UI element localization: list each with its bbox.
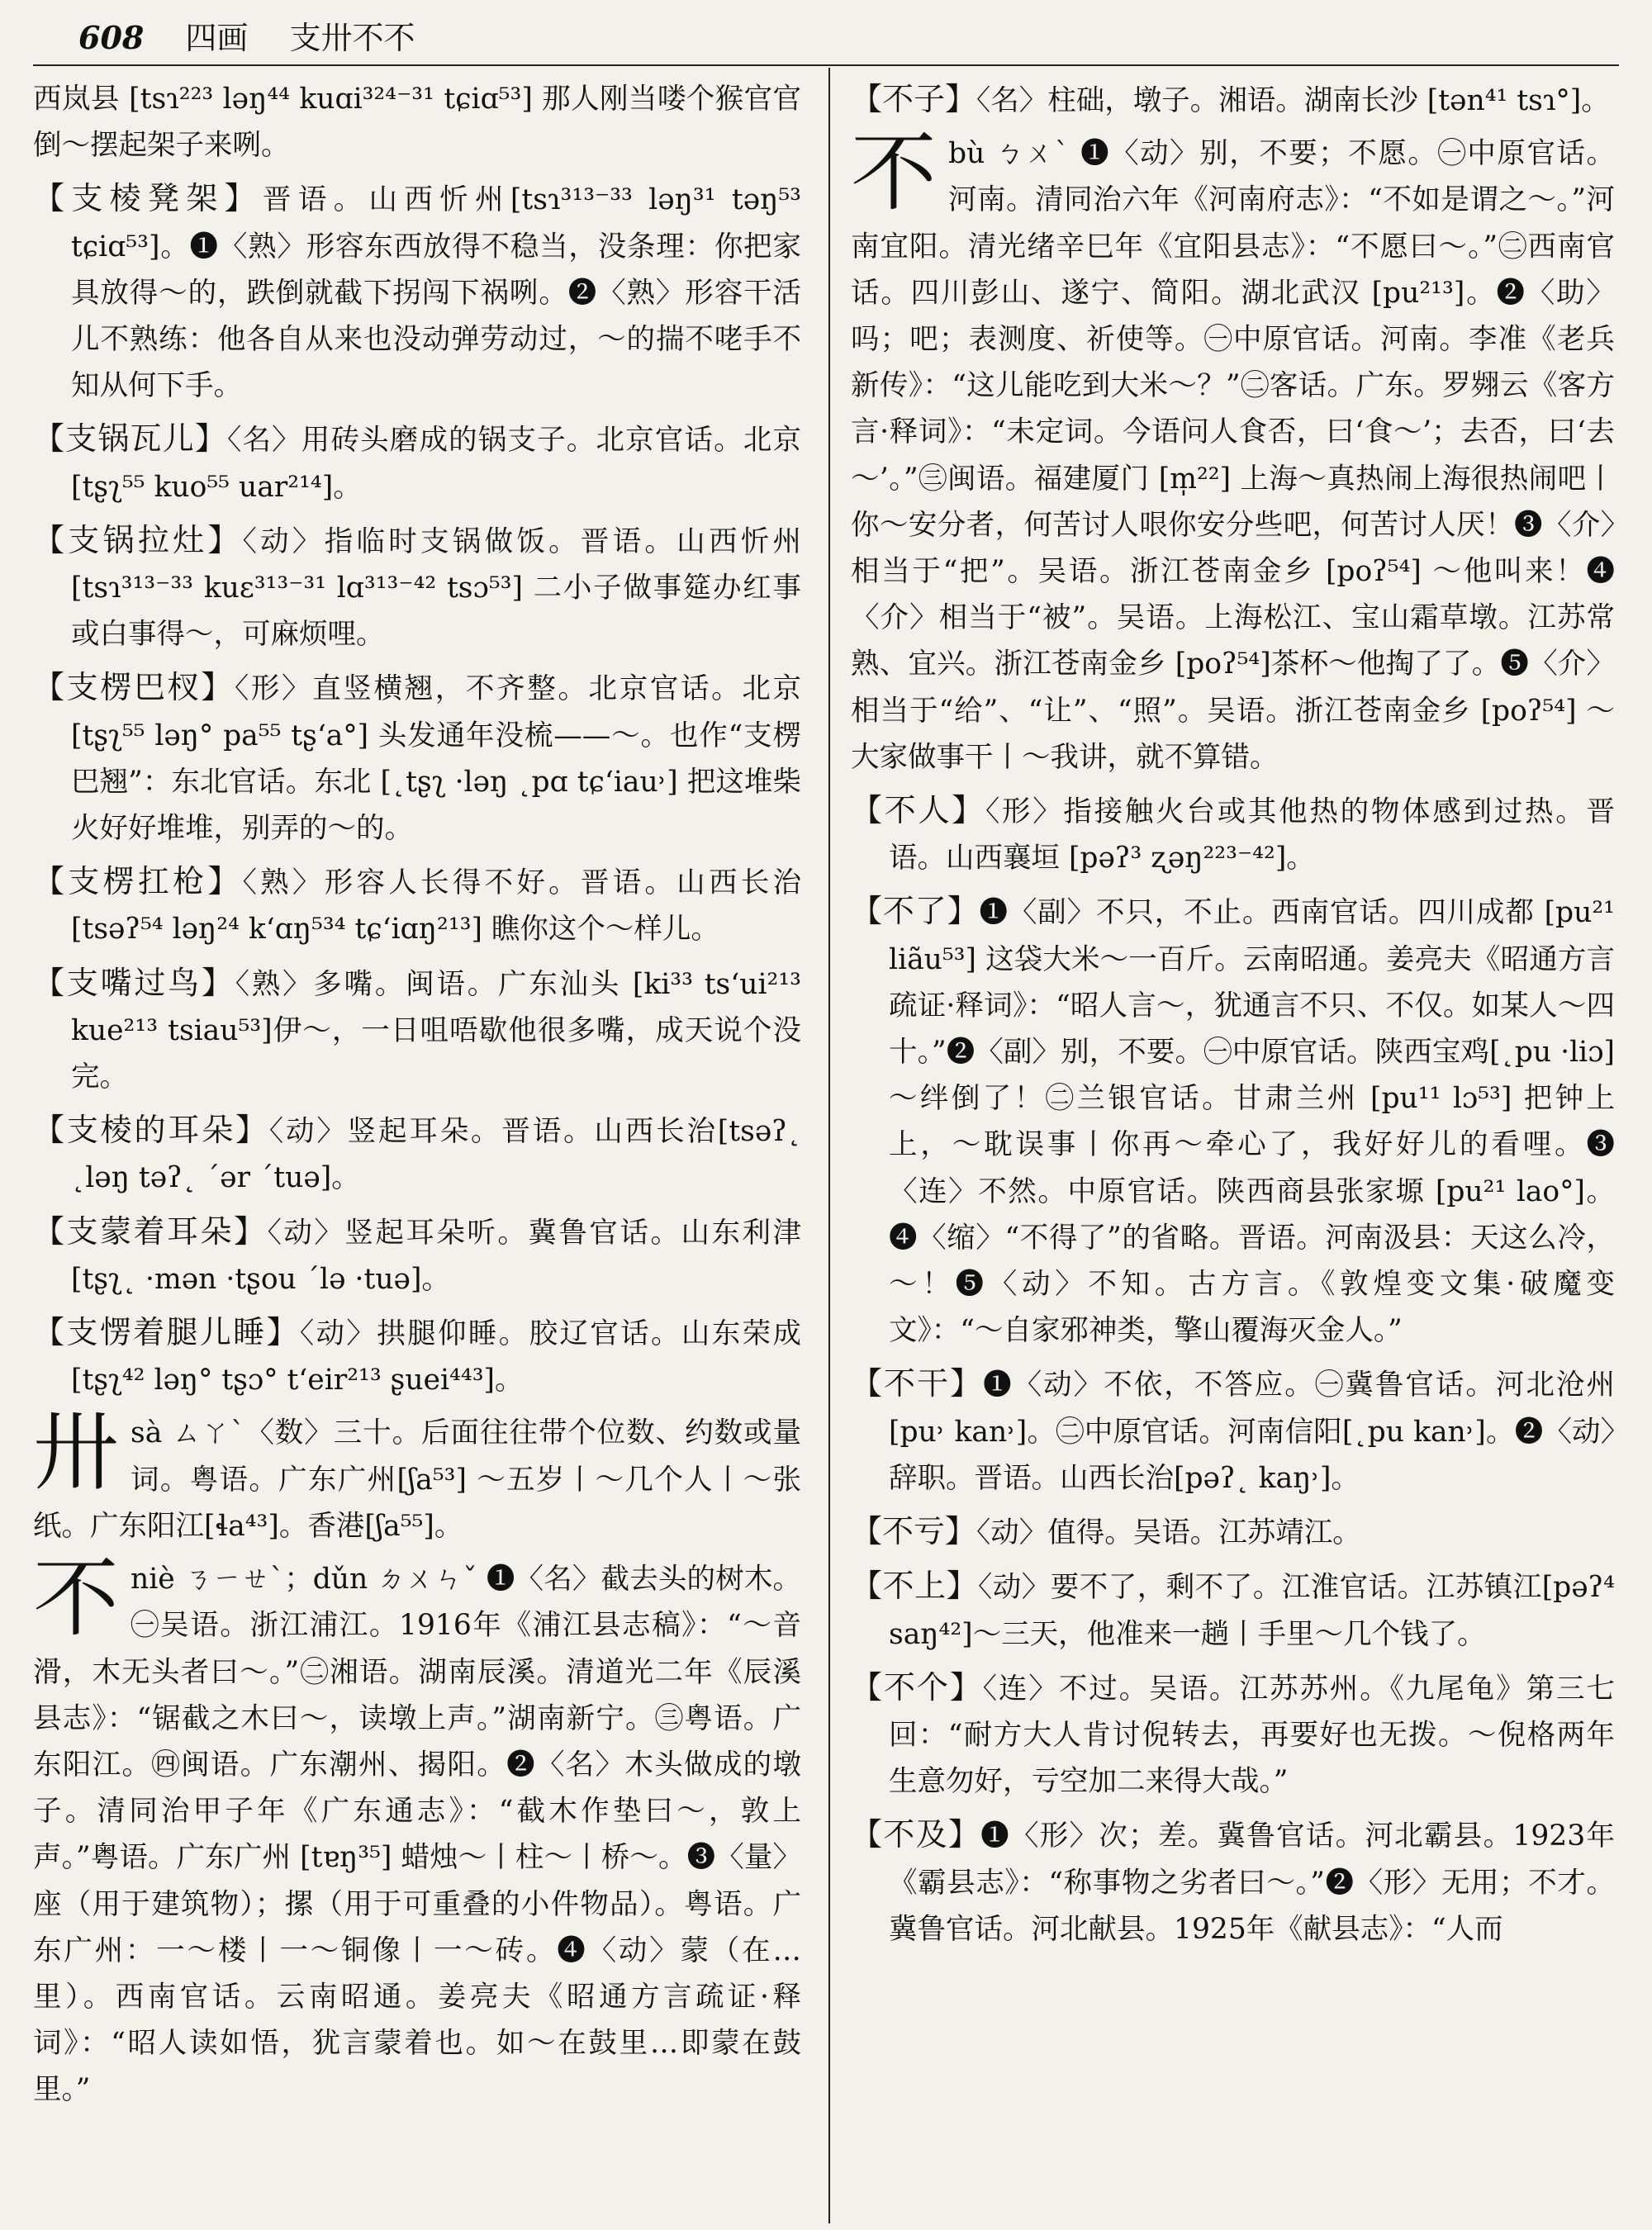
entry-text: bù ㄅㄨˋ ❶〈动〉别，不要；不愿。㊀中原官话。河南。清同治六年《河南府志》：“不如是谓之～。”河南宜阳。清光绪辛巳年《宜阳县志》：“不愿曰～。”㊁西南官话。四川彭山、遂宁、简阳。湖北武汉 [pu²¹³]。❷〈助〉吗；吧；表测度、祈使等。㊀中原官话。河南。李准《老兵新传》：“这儿能吃到大米～？”㊁客话。广东。罗翙云《客方言·释词》：“未定词。今语问人食否，曰‘食～’；去否，曰‘去～’。”㊂闽语。福建厦门 [m̩²²] 上海～真热闹上海很热闹吧丨你～安分者，何苦讨人哏你安分些吧，何苦讨人厌！❸〈介〉相当于“把”。吴语。浙江苍南金乡 [poʔ⁵⁴] ～他叫来！❹〈介〉相当于“被”。吴语。上海松江、宝山霜草墩。江苏常熟、宜兴。浙江苍南金乡 [poʔ⁵⁴]茶杯～他掏了了。❺〈介〉相当于“给”、“让”、“照”。吴语。浙江苍南金乡 [poʔ⁵⁴] ～大家做事干丨～我讲，就不算错。 <box>851 137 1615 774</box>
sub-entry-head: 【不亏】 <box>851 1513 977 1550</box>
sub-entry <box>851 76 1615 124</box>
entry-text: 〈动〉竖起耳朵。晋语。山西长治[tsəʔ˛ ˛ləŋ təʔ˛ ˊər ˊtuə]。 <box>71 1115 801 1195</box>
entry-text: ❶〈动〉不依，不答应。㊀冀鲁官话。河北沧州 [pu˒ kan˒]。㊁中原官话。河南信阳[˛pu kan˒]。❷〈动〉辞职。晋语。山西长治[pəʔ˛ kaŋ˒]。 <box>889 1369 1615 1495</box>
sub-entry-head: 【不了】 <box>851 893 980 930</box>
entry-text: 〈连〉不过。吴语。江苏苏州。《九尾龟》第三七回：“耐方大人肯讨倪转去，再要好也无拨。～倪格两年生意勿好，亏空加二来得大哉。” <box>889 1672 1615 1799</box>
entry-text: 〈动〉拱腿仰睡。胶辽官话。山东荣成 [tʂʅ⁴² ləŋ° tʂɔ° tʻeir²¹³ ʂuei⁴⁴³]。 <box>71 1317 801 1397</box>
header-characters: 支卅不不 <box>289 20 415 56</box>
sub-entry <box>33 1309 801 1403</box>
sub-entry <box>33 415 801 510</box>
entry-text: ❶〈副〉不只，不止。西南官话。四川成都 [pu²¹ liãu⁵³] 这袋大米～一百斤。云南昭通。姜亮夫《昭通方言疏证·释词》：“昭人言～，犹通言不只、不仅。如某人～四十。”❷〈副〉别，不要。㊀中原官话。陕西宝鸡[˛pu ·liɔ]～绊倒了！㊁兰银官话。甘肃兰州 [pu¹¹ lɔ⁵³] 把钟上上，～耽误事丨你再～牵心了，我好好儿的看哩。❸〈连〉不然。中原官话。陕西商县张家塬 [pu²¹ lao°]。❹〈缩〉“不得了”的省略。晋语。河南汲县：天这么冷，～！❺〈动〉不知。古方言。《敦煌变文集·破魔变文》：“～自家邪神类，擎山覆海灭金人。” <box>889 896 1615 1348</box>
entry-text: 〈形〉指接触火台或其他热的物体感到过热。晋语。山西襄垣 [pəʔ³ ʐəŋ²²³⁻⁴²]。 <box>889 795 1615 875</box>
entry-text: 〈动〉值得。吴语。江苏靖江。 <box>976 1516 1361 1550</box>
sub-entry <box>33 664 801 852</box>
entry-text: 〈动〉指临时支锅做饭。晋语。山西忻州[tsɿ³¹³⁻³³ kuɛ³¹³⁻³¹ lɑ³¹³⁻⁴² tsɔ⁵³] 二小子做事筵办红事或白事得～，可麻烦哩。 <box>71 524 801 652</box>
page-number: 608 <box>78 19 145 56</box>
entry-text: niè ㄋㄧㄝˋ；dǔn ㄉㄨㄣˇ ❶〈名〉截去头的树木。㊀吴语。浙江浦江。1916年《浦江县志稿》：“～音滑，木无头者曰～。”㊁湘语。湖南辰溪。清道光二年《辰溪县志》：“锯截之木曰～，读墩上声。”湖南新宁。㊂粤语。广东阳江。㊃闽语。广东潮州、揭阳。❷〈名〉木头做成的墩子。清同治甲子年《广东通志》：“截木作垫曰～，敦上声。”粤语。广东广州 [tɐŋ³⁵] 蜡烛～丨柱～丨桥～。❸〈量〉座（用于建筑物）；摞（用于可重叠的小件物品）。粤语。广东广州：一～楼丨一～铜像丨一～砖。❹〈动〉蒙（在…里）。西南官话。云南昭通。姜亮夫《昭通方言疏证·释词》：“昭人读如悟，犹言蒙着也。如～在鼓里…即蒙在鼓里。” <box>33 1563 801 2107</box>
entry-text: 〈动〉竖起耳朵听。冀鲁官话。山东利津[tʂʅ˛ ·mən ·tʂou ˊlə ·tuə]。 <box>71 1216 801 1296</box>
page-header <box>78 15 1607 61</box>
entry-text: 〈名〉柱础，墩子。湘语。湖南长沙 [tən⁴¹ tsɿ°]。 <box>976 84 1610 117</box>
headword-character: 不 <box>851 122 938 224</box>
sub-entry-head: 【支楞扛枪】 <box>33 863 243 900</box>
sub-entry-head: 【不及】 <box>851 1816 981 1853</box>
entry-text: sà ㄙㄚˋ〈数〉三十。后面往往带个位数、约数或量词。粤语。广东广州[ʃa⁵³] ～五岁丨～几个人丨～张纸。广东阳江[ɬa⁴³]。香港[ʃa⁵⁵]。 <box>33 1416 801 1543</box>
sub-entry <box>33 175 801 409</box>
sub-entry <box>851 787 1615 881</box>
entry-text: 〈形〉直竖横翘，不齐整。北京官话。北京 [tʂʅ⁵⁵ ləŋ° pa⁵⁵ tʂʻa°] 头发通年没梳——～。也作“支楞巴翘”：东北官话。东北 [˛tʂʅ ·ləŋ ˛pɑ tɕʻiau˒] 把这堆柴火好好堆堆，别弄的～的。 <box>71 672 801 846</box>
sub-entry-head: 【支楞巴杈】 <box>33 669 235 706</box>
continued-entry <box>33 76 801 168</box>
sub-entry <box>33 1107 801 1201</box>
sub-entry-head: 【支锅瓦儿】 <box>33 420 228 458</box>
entry-text: 〈动〉要不了，剩不了。江淮官话。江苏镇江[pəʔ⁴ saŋ⁴²]～三天，他准来一趟丨手里～几个钱了。 <box>889 1571 1615 1651</box>
entry-text: 〈名〉用砖头磨成的锅支子。北京官话。北京 [tʂʅ⁵⁵ kuo⁵⁵ uar²¹⁴]。 <box>71 424 801 504</box>
entry-text: ❶〈形〉次；差。冀鲁官话。河北霸县。1923年《霸县志》：“称事物之劣者曰～。”❷〈形〉无用；不才。冀鲁官话。河北献县。1925年《献县志》：“人而 <box>889 1820 1615 1946</box>
sub-entry <box>851 1508 1615 1556</box>
headword-entry <box>33 1402 801 1549</box>
sub-entry-head: 【不上】 <box>851 1568 978 1605</box>
entry-text: 〈熟〉形容人长得不好。晋语。山西长治[tsəʔ⁵⁴ ləŋ²⁴ kʻɑŋ⁵³⁴ tɕʻiɑŋ²¹³] 瞧你这个～样儿。 <box>71 866 801 947</box>
sub-entry <box>851 1811 1615 1952</box>
section-label: 四画 <box>185 20 249 56</box>
sub-entry <box>33 858 801 952</box>
sub-entry-head: 【支棱凳架】 <box>33 180 263 217</box>
sub-entry-head: 【支蒙着耳朵】 <box>33 1212 268 1250</box>
sub-entry-head: 【支锅拉灶】 <box>33 521 243 558</box>
sub-entry <box>33 517 801 658</box>
sub-entry <box>851 1360 1615 1502</box>
sub-entry-head: 【支棱的耳朵】 <box>33 1112 269 1149</box>
entry-text: 〈熟〉多嘴。闽语。广东汕头 [ki³³ tsʻui²¹³ kue²¹³ tsiau⁵³]伊～，一日咀唔歇他很多嘴，成天说个没完。 <box>71 967 801 1094</box>
column-divider <box>828 68 830 2223</box>
sub-entry-head: 【不个】 <box>851 1668 983 1706</box>
entry-text: 西岚县 [tsɿ²²³ ləŋ⁴⁴ kuɑi³²⁴⁻³¹ tɕiɑ⁵³] 那人刚当喽个猴官官倒～摆起架子来咧。 <box>33 83 801 163</box>
right-column <box>851 76 1615 1959</box>
headword-entry <box>851 122 1615 780</box>
sub-entry <box>33 1208 801 1302</box>
left-column <box>33 76 801 2120</box>
sub-entry-head: 【支愣着腿儿睡】 <box>33 1314 300 1351</box>
sub-entry-head: 【不人】 <box>851 792 985 829</box>
sub-entry <box>851 888 1615 1354</box>
header-rule <box>33 64 1619 66</box>
entry-text: 晋语。山西忻州[tsɿ³¹³⁻³³ ləŋ³¹ təŋ⁵³ tɕiɑ⁵³]。❶〈熟〉形容东西放得不稳当，没条理：你把家具放得～的，跌倒就截下拐闯下祸咧。❷〈熟〉形容干活儿不熟练：他各自从来也没动弹劳动过，～的揣不咾手不知从何下手。 <box>71 183 801 403</box>
headword-character: 卅 <box>33 1402 120 1503</box>
headword-character: 不 <box>33 1548 120 1649</box>
sub-entry <box>851 1664 1615 1805</box>
headword-entry <box>33 1548 801 2113</box>
sub-entry <box>33 960 801 1101</box>
sub-entry-head: 【不子】 <box>851 81 977 117</box>
sub-entry-head: 【支嘴过鸟】 <box>33 964 235 1001</box>
sub-entry <box>851 1563 1615 1657</box>
sub-entry-head: 【不干】 <box>851 1365 984 1402</box>
